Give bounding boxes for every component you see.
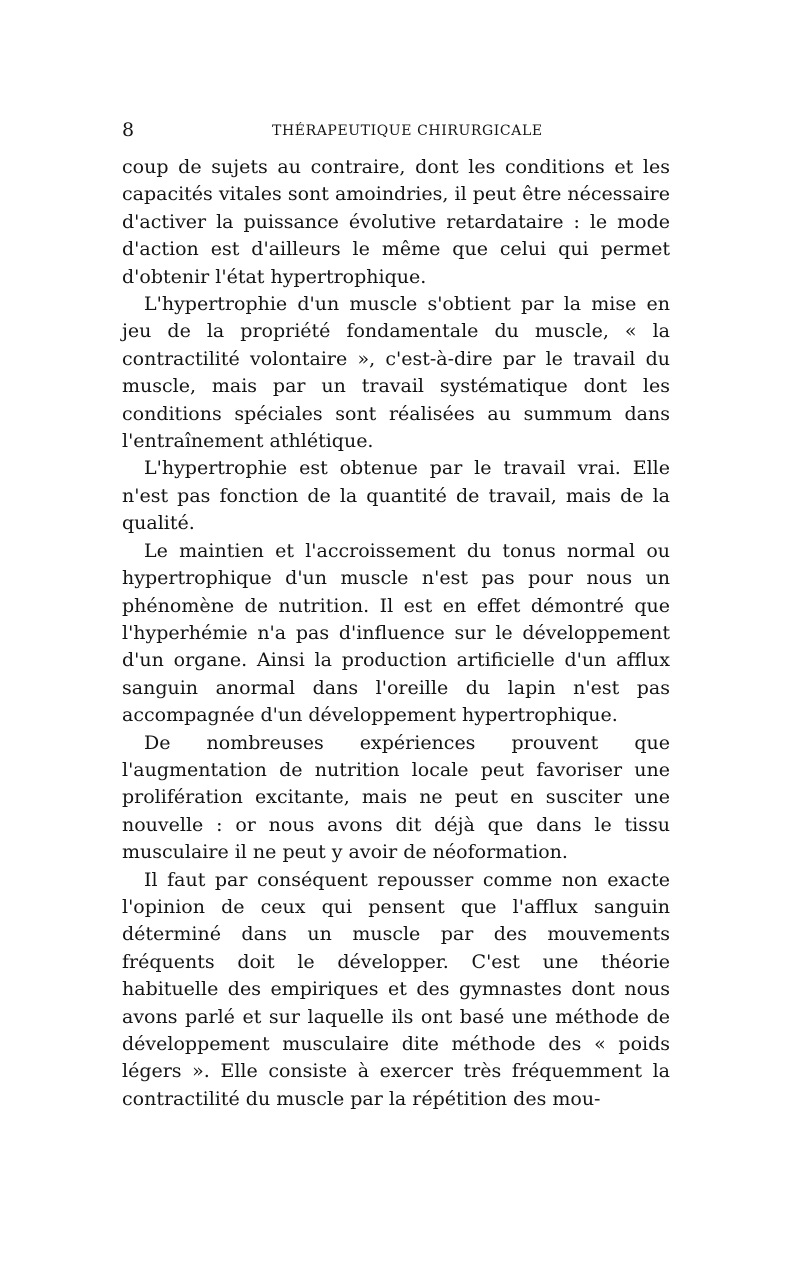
page-header — [122, 118, 670, 142]
paragraph: De nombreuses expériences prouvent que l'augmentation de nutrition locale peut favoriser une prolifération excitante, mais ne peut en susciter une nouvelle : or nous avons dit déjà que dans le tissu musculaire il ne peut y avoir de néoformation. — [122, 731, 670, 864]
page-number: 8 — [122, 119, 135, 141]
paragraph: L'hypertrophie est obtenue par le travail vrai. Elle n'est pas fonction de la quantité de travail, mais de la qualité. — [122, 457, 670, 535]
body-text — [122, 154, 670, 1113]
paragraph: L'hypertrophie d'un muscle s'obtient par la mise en jeu de la propriété fondamentale du muscle, « la contractilité volontaire », c'est-à-dire par le travail du muscle, mais par un travail systématique dont les conditions spéciales sont réalisées au summum dans l'entraînement athlétique. — [122, 293, 670, 453]
paragraph-continued: coup de sujets au contraire, dont les conditions et les capacités vitales sont amoindries, il peut être nécessaire d'activer la puissance évolutive retardataire : le mode d'action est d'ailleurs le même que celui qui permet d'obtenir l'état hypertrophique. — [122, 156, 670, 288]
running-title: THÉRAPEUTIQUE CHIRURGICALE — [272, 123, 543, 139]
paragraph: Il faut par conséquent repousser comme non exacte l'opinion de ceux qui pensent que l'afflux sanguin déterminé dans un muscle par des mouvements fréquents doit le développer. C'est une théorie habituelle des empiriques et des gymnastes dont nous avons parlé et sur laquelle ils ont basé une méthode de développement musculaire dite méthode des « poids légers ». Elle consiste à exercer très fréquemment la contractilité du muscle par la répétition des mou- — [122, 868, 670, 1110]
paragraph: Le maintien et l'accroissement du tonus normal ou hypertrophique d'un muscle n'est pas pour nous un phénomène de nutrition. Il est en effet démontré que l'hyperhémie n'a pas d'influence sur le développement d'un organe. Ainsi la production artificielle d'un afflux sanguin anormal dans l'oreille du lapin n'est pas accompagnée d'un développement hypertrophique. — [122, 539, 670, 727]
